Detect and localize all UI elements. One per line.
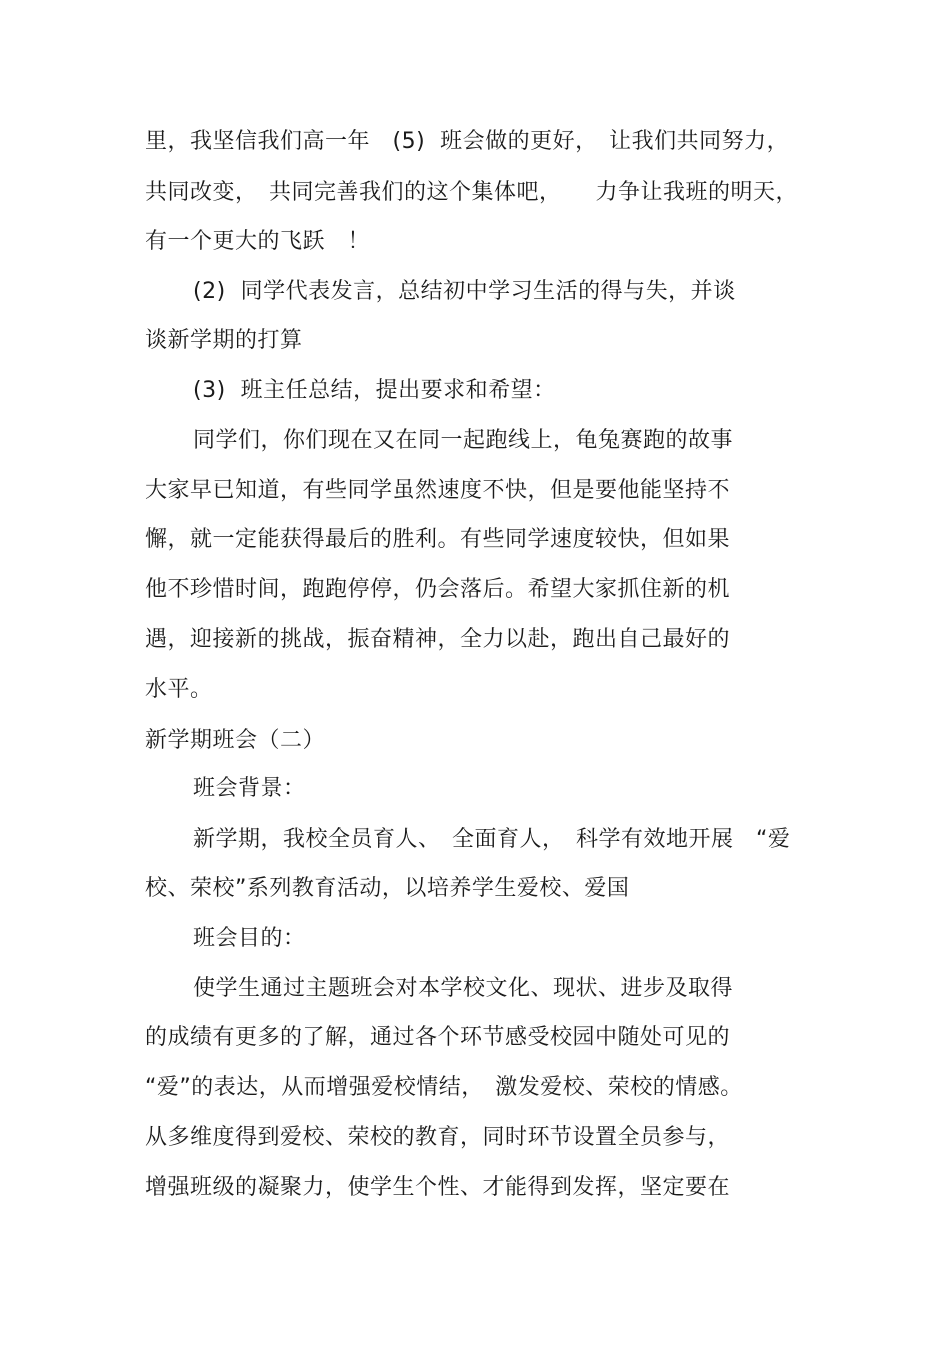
text-line-10: 他不珍惜时间，跑跑停停，仍会落后。希望大家抓住新的机 [145,577,731,602]
text-line-11: 遇，迎接新的挑战，振奋精神，全力以赴，跑出自己最好的 [145,627,731,652]
text-line-7: 同学们，你们现在又在同一起跑线上，龟兔赛跑的故事 [193,428,734,453]
text-line-15: 新学期，我校全员育人、 全面育人， 科学有效地开展 “爱 [193,827,791,852]
text-line-1: 里，我坚信我们高一年 (5) 班会做的更好， 让我们共同努力， [145,129,790,154]
text-line-21: 从多维度得到爱校、荣校的教育，同时环节设置全员参与， [145,1125,731,1150]
text-line-22: 增强班级的凝聚力，使学生个性、才能得到发挥，坚定要在 [145,1175,731,1200]
text-line-6: (3) 班主任总结，提出要求和希望： [193,378,556,403]
text-line-17: 班会目的： [193,926,306,951]
text-line-8: 大家早已知道，有些同学虽然速度不快，但是要他能坚持不 [145,478,731,503]
text-line-3: 有一个更大的飞跃 ！ [145,229,371,254]
text-line-9: 懈，就一定能获得最后的胜利。有些同学速度较快，但如果 [145,527,731,552]
text-line-14: 班会背景： [193,776,306,801]
text-line-16: 校、荣校”系列教育活动，以培养学生爱校、爱国 [145,876,630,901]
text-line-5: 谈新学期的打算 [145,328,303,353]
text-line-19: 的成绩有更多的了解，通过各个环节感受校园中随处可见的 [145,1025,731,1050]
section-heading: 新学期班会（二） [145,728,326,753]
text-line-12: 水平。 [145,677,213,702]
text-line-4: (2) 同学代表发言，总结初中学习生活的得与失，并谈 [193,279,736,304]
text-line-18: 使学生通过主题班会对本学校文化、现状、进步及取得 [193,976,734,1001]
text-line-2: 共同改变， 共同完善我们的这个集体吧， 力争让我班的明天， [145,180,799,205]
text-line-20: “爱”的表达，从而增强爱校情结， 激发爱校、荣校的情感。 [145,1075,743,1100]
